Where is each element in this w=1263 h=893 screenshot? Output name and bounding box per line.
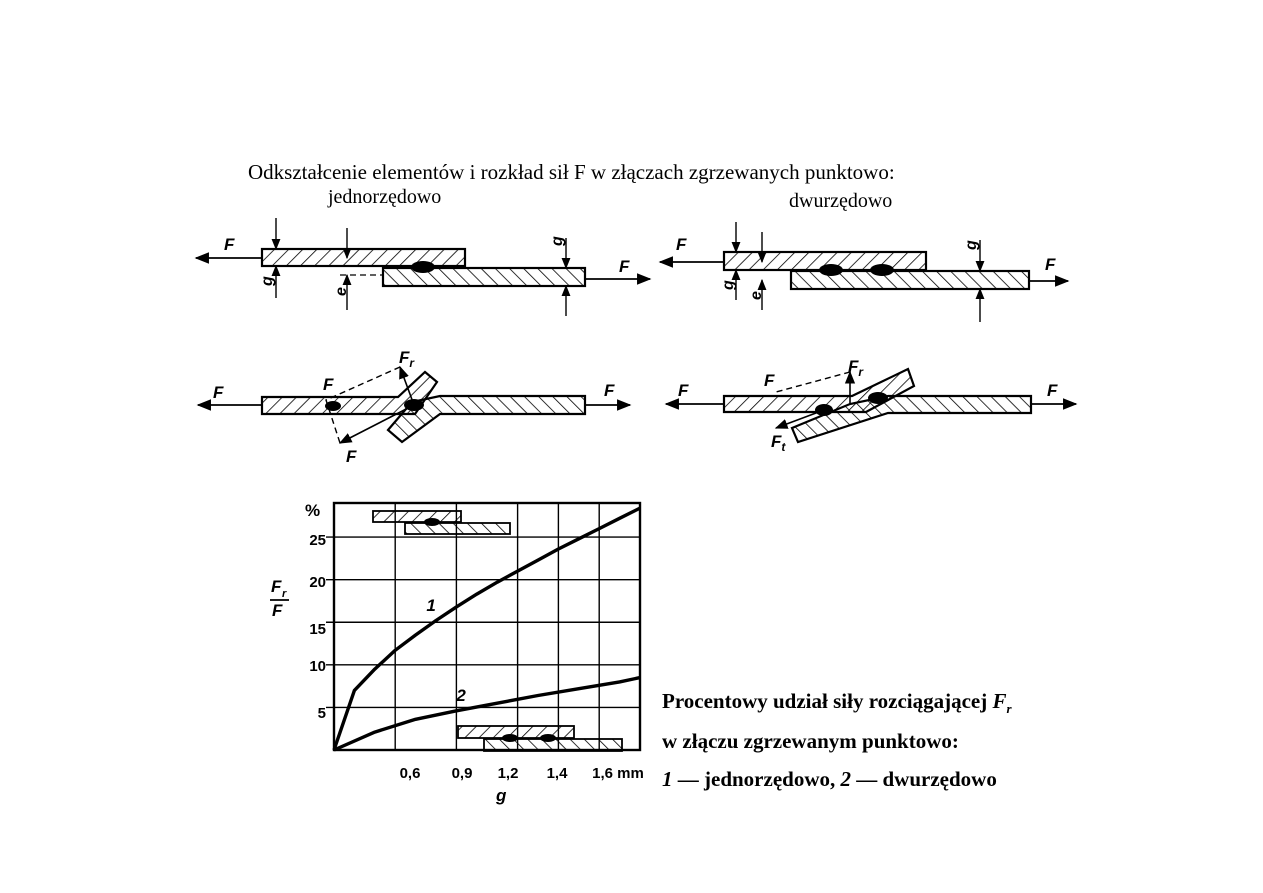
x-tick-label: 0,9 (451, 765, 473, 782)
series-label-2: 2 (456, 685, 466, 705)
force-label: F (676, 235, 687, 254)
y-tick-label: 5 (317, 705, 326, 722)
single-row-joint-deformed (198, 348, 630, 466)
y-tick-label: 25 (309, 532, 326, 549)
force-label: F (764, 371, 775, 390)
chart-series (334, 508, 640, 750)
y-tick-label: 15 (309, 621, 326, 638)
weld-spot (819, 264, 843, 276)
double-row-label: dwurzędowo (789, 190, 893, 212)
svg-text:r: r (282, 588, 287, 600)
svg-text:F: F (271, 577, 282, 596)
force-parallelogram (776, 372, 850, 392)
force-label: F (604, 381, 615, 400)
double-row-joint-deformed (666, 357, 1076, 454)
gap-label: g (720, 280, 737, 290)
gap-label: g (963, 240, 980, 250)
lower-sheet (383, 268, 585, 286)
y-unit-label: % (305, 501, 321, 520)
ecc-label: e (333, 287, 350, 296)
upper-sheet (262, 249, 465, 266)
ecc-label: e (748, 291, 765, 300)
x-tick-label: 1,4 (546, 765, 568, 782)
x-tick-label: 0,6 (399, 765, 421, 782)
force-label: F (346, 447, 357, 466)
svg-text:F: F (272, 601, 283, 620)
weld-spot (411, 261, 435, 273)
radial-force-label: $F_r$ (399, 348, 415, 370)
caption-line-3: 1 — jednorzędowo, 2 — dwurzędowo (662, 767, 997, 791)
series-label-1: 1 (426, 595, 436, 615)
gap-label: g (549, 236, 566, 246)
weld-spot (870, 264, 894, 276)
chart-grid (326, 503, 640, 750)
single-row-joint-undeformed (196, 218, 650, 316)
x-tick-label: 1,6 mm (592, 765, 644, 782)
tangential-force-label: $F_t$ (771, 432, 786, 454)
force-label: F (323, 375, 334, 394)
double-row-joint-undeformed (660, 222, 1068, 322)
chart (270, 501, 644, 805)
figure-title: Odkształcenie elementów i rozkład sił F w złączach zgrzewanych punktowo: (248, 160, 895, 184)
inset-single-row-joint (373, 511, 510, 534)
y-tick-label: 10 (309, 658, 326, 675)
caption-line-2: w złączu zgrzewanym punktowo: (662, 729, 959, 753)
x-tick-label: 1,2 (497, 765, 519, 782)
single-row-label: jednorzędowo (328, 186, 442, 208)
force-label: F (678, 381, 689, 400)
force-label: F (1047, 381, 1058, 400)
force-label: F (1045, 255, 1056, 274)
force-label: F (224, 235, 235, 254)
force-label: F (619, 257, 630, 276)
gap-label: g (259, 276, 276, 286)
weld-spot (868, 392, 888, 404)
force-label: F (213, 383, 224, 402)
y-axis-label (270, 577, 289, 620)
inset-double-row-joint (458, 726, 622, 751)
chart-frame (334, 503, 640, 750)
x-axis-label: g (496, 786, 507, 805)
y-tick-label: 20 (309, 574, 326, 591)
series-line-1 (334, 508, 640, 750)
radial-force-label: $F_r$ (848, 357, 864, 379)
caption-line-1: Procentowy udział siły rozciągającej $F_r$ (662, 689, 1012, 717)
